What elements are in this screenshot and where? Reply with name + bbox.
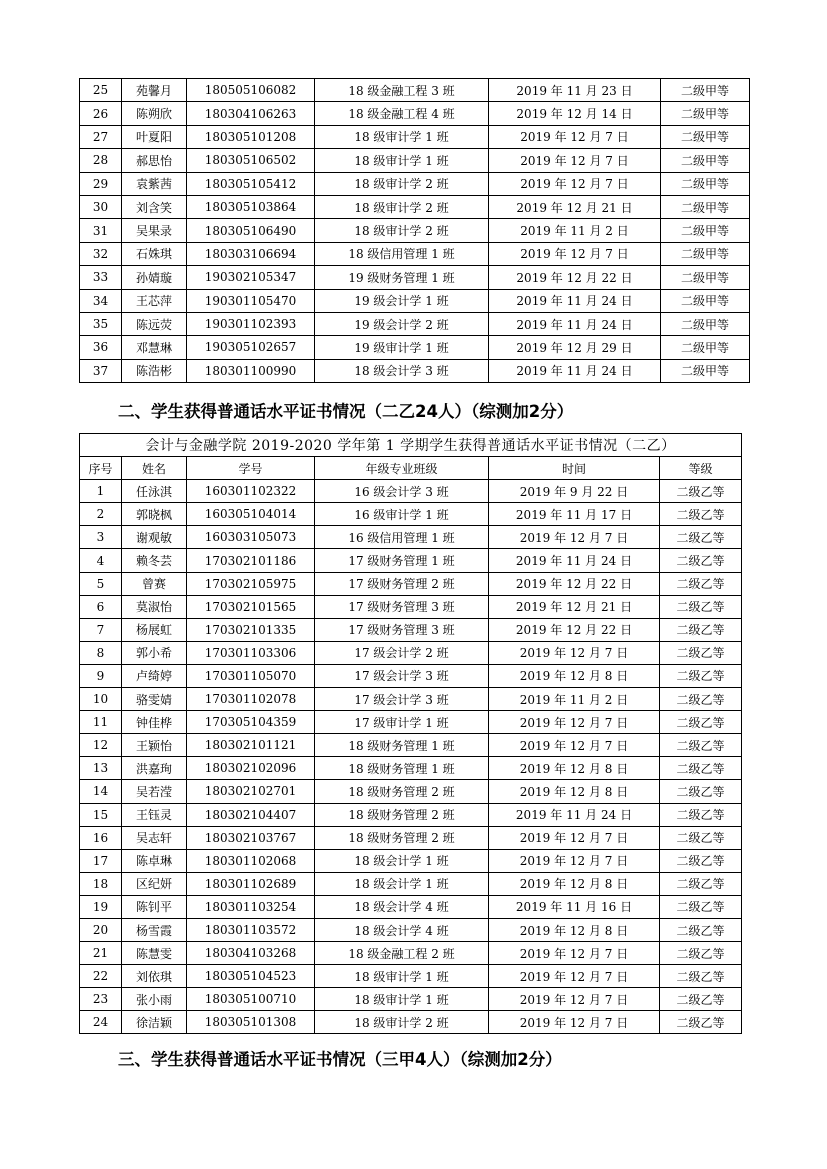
table-row <box>80 102 750 125</box>
cell-class: 18 级会计学 1 班 <box>315 872 489 895</box>
cell-index: 14 <box>80 780 122 803</box>
certificate-table-grade-2b <box>79 433 742 1034</box>
cell-date: 2019 年 12 月 8 日 <box>489 664 660 687</box>
cell-date: 2019 年 11 月 24 日 <box>489 289 661 312</box>
cell-index: 20 <box>80 918 122 941</box>
cell-student-id: 180301103572 <box>187 918 315 941</box>
table-row <box>80 595 742 618</box>
cell-student-id: 180301103254 <box>187 895 315 918</box>
cell-name: 王钰灵 <box>122 803 187 826</box>
cell-level: 二级乙等 <box>660 618 742 641</box>
cell-level: 二级乙等 <box>660 711 742 734</box>
cell-level: 二级甲等 <box>661 219 750 242</box>
cell-level: 二级乙等 <box>660 918 742 941</box>
cell-date: 2019 年 11 月 24 日 <box>489 549 660 572</box>
cell-student-id: 190305102657 <box>187 336 315 359</box>
table-row <box>80 872 742 895</box>
table-row <box>80 942 742 965</box>
cell-index: 21 <box>80 942 122 965</box>
cell-name: 陈浩彬 <box>122 359 187 382</box>
cell-level: 二级乙等 <box>660 641 742 664</box>
cell-class: 18 级财务管理 2 班 <box>315 780 489 803</box>
cell-date: 2019 年 12 月 7 日 <box>489 149 661 172</box>
cell-index: 18 <box>80 872 122 895</box>
cell-index: 28 <box>80 149 122 172</box>
table-row <box>80 195 750 218</box>
cell-level: 二级甲等 <box>661 102 750 125</box>
cell-date: 2019 年 12 月 7 日 <box>489 711 660 734</box>
cell-class: 18 级审计学 2 班 <box>315 219 489 242</box>
cell-class: 18 级财务管理 2 班 <box>315 826 489 849</box>
cell-level: 二级乙等 <box>660 942 742 965</box>
cell-class: 17 级财务管理 3 班 <box>315 595 489 618</box>
table-row <box>80 572 742 595</box>
table-row <box>80 480 742 503</box>
cell-index: 2 <box>80 503 122 526</box>
cell-date: 2019 年 12 月 7 日 <box>489 1011 660 1034</box>
cell-student-id: 170301102078 <box>187 688 315 711</box>
cell-level: 二级乙等 <box>660 664 742 687</box>
table-row <box>80 312 750 335</box>
cell-name: 郭晓枫 <box>122 503 187 526</box>
table-row <box>80 895 742 918</box>
cell-index: 37 <box>80 359 122 382</box>
cell-name: 赖冬芸 <box>122 549 187 572</box>
cell-index: 25 <box>80 79 122 102</box>
cell-level: 二级乙等 <box>660 780 742 803</box>
cell-class: 18 级审计学 1 班 <box>315 125 489 148</box>
cell-date: 2019 年 12 月 7 日 <box>489 965 660 988</box>
cell-class: 18 级会计学 1 班 <box>315 849 489 872</box>
cell-date: 2019 年 12 月 7 日 <box>489 641 660 664</box>
cell-student-id: 180304106263 <box>187 102 315 125</box>
cell-index: 11 <box>80 711 122 734</box>
cell-index: 32 <box>80 242 122 265</box>
cell-name: 骆雯婧 <box>122 688 187 711</box>
cell-index: 33 <box>80 266 122 289</box>
table-row <box>80 125 750 148</box>
cell-name: 孙婧璇 <box>122 266 187 289</box>
cell-date: 2019 年 11 月 2 日 <box>489 219 661 242</box>
cell-date: 2019 年 11 月 23 日 <box>489 79 661 102</box>
cell-level: 二级甲等 <box>661 149 750 172</box>
cell-student-id: 180302104407 <box>187 803 315 826</box>
header-index: 序号 <box>80 457 122 480</box>
cell-name: 陈卓琳 <box>122 849 187 872</box>
cell-student-id: 180305106502 <box>187 149 315 172</box>
cell-student-id: 180305101308 <box>187 1011 315 1034</box>
certificate-table-grade-2a-continued <box>79 78 750 383</box>
table-row <box>80 849 742 872</box>
cell-date: 2019 年 12 月 7 日 <box>489 849 660 872</box>
table-row <box>80 918 742 941</box>
cell-index: 5 <box>80 572 122 595</box>
cell-student-id: 160303105073 <box>187 526 315 549</box>
cell-student-id: 170302101186 <box>187 549 315 572</box>
table-row <box>80 618 742 641</box>
table-row <box>80 149 750 172</box>
table-row <box>80 79 750 102</box>
cell-class: 18 级财务管理 2 班 <box>315 803 489 826</box>
table-row <box>80 826 742 849</box>
cell-class: 18 级会计学 4 班 <box>315 918 489 941</box>
cell-index: 12 <box>80 734 122 757</box>
cell-class: 16 级信用管理 1 班 <box>315 526 489 549</box>
cell-student-id: 180301100990 <box>187 359 315 382</box>
table-row <box>80 172 750 195</box>
cell-level: 二级甲等 <box>661 79 750 102</box>
cell-student-id: 180304103268 <box>187 942 315 965</box>
cell-class: 17 级财务管理 2 班 <box>315 572 489 595</box>
cell-student-id: 180305105412 <box>187 172 315 195</box>
cell-index: 29 <box>80 172 122 195</box>
cell-student-id: 180302101121 <box>187 734 315 757</box>
cell-date: 2019 年 11 月 24 日 <box>489 312 661 335</box>
cell-name: 杨雪霞 <box>122 918 187 941</box>
cell-date: 2019 年 12 月 7 日 <box>489 172 661 195</box>
cell-name: 王芯萍 <box>122 289 187 312</box>
cell-name: 陈远荧 <box>122 312 187 335</box>
cell-name: 邓慧琳 <box>122 336 187 359</box>
cell-level: 二级乙等 <box>660 503 742 526</box>
cell-student-id: 180305104523 <box>187 965 315 988</box>
table-header-row <box>80 457 742 480</box>
cell-index: 15 <box>80 803 122 826</box>
cell-level: 二级乙等 <box>660 988 742 1011</box>
cell-name: 陈钊平 <box>122 895 187 918</box>
cell-name: 莫淑怡 <box>122 595 187 618</box>
table-row <box>80 803 742 826</box>
cell-date: 2019 年 12 月 22 日 <box>489 266 661 289</box>
cell-student-id: 180305101208 <box>187 125 315 148</box>
cell-class: 17 级会计学 2 班 <box>315 641 489 664</box>
cell-level: 二级乙等 <box>660 549 742 572</box>
header-date: 时间 <box>489 457 660 480</box>
cell-class: 18 级财务管理 1 班 <box>315 757 489 780</box>
cell-level: 二级乙等 <box>660 895 742 918</box>
cell-student-id: 180305100710 <box>187 988 315 1011</box>
cell-date: 2019 年 12 月 8 日 <box>489 918 660 941</box>
table-row <box>80 289 750 312</box>
cell-date: 2019 年 12 月 7 日 <box>489 242 661 265</box>
cell-name: 钟佳桦 <box>122 711 187 734</box>
cell-class: 19 级财务管理 1 班 <box>315 266 489 289</box>
cell-name: 苑馨月 <box>122 79 187 102</box>
cell-name: 陈慧雯 <box>122 942 187 965</box>
cell-student-id: 170302101335 <box>187 618 315 641</box>
cell-name: 徐洁颖 <box>122 1011 187 1034</box>
cell-date: 2019 年 12 月 7 日 <box>489 734 660 757</box>
cell-class: 17 级财务管理 3 班 <box>315 618 489 641</box>
cell-name: 洪嘉珣 <box>122 757 187 780</box>
cell-index: 7 <box>80 618 122 641</box>
cell-class: 19 级会计学 2 班 <box>315 312 489 335</box>
cell-index: 19 <box>80 895 122 918</box>
cell-level: 二级乙等 <box>660 872 742 895</box>
cell-index: 31 <box>80 219 122 242</box>
cell-level: 二级乙等 <box>660 480 742 503</box>
table-row <box>80 336 750 359</box>
table-row <box>80 780 742 803</box>
cell-name: 郭小希 <box>122 641 187 664</box>
cell-class: 19 级会计学 1 班 <box>315 289 489 312</box>
table-row <box>80 503 742 526</box>
cell-class: 16 级审计学 1 班 <box>315 503 489 526</box>
cell-index: 22 <box>80 965 122 988</box>
cell-level: 二级甲等 <box>661 336 750 359</box>
cell-level: 二级甲等 <box>661 172 750 195</box>
cell-name: 叶夏阳 <box>122 125 187 148</box>
cell-level: 二级乙等 <box>660 965 742 988</box>
cell-class: 18 级审计学 1 班 <box>315 965 489 988</box>
cell-level: 二级乙等 <box>660 526 742 549</box>
table-row <box>80 266 750 289</box>
cell-name: 吴若滢 <box>122 780 187 803</box>
cell-date: 2019 年 12 月 7 日 <box>489 526 660 549</box>
cell-level: 二级乙等 <box>660 826 742 849</box>
cell-level: 二级乙等 <box>660 688 742 711</box>
cell-student-id: 180301102689 <box>187 872 315 895</box>
cell-date: 2019 年 11 月 2 日 <box>489 688 660 711</box>
cell-level: 二级甲等 <box>661 359 750 382</box>
cell-date: 2019 年 12 月 21 日 <box>489 195 661 218</box>
cell-name: 陈朔欣 <box>122 102 187 125</box>
cell-class: 18 级信用管理 1 班 <box>315 242 489 265</box>
cell-date: 2019 年 12 月 29 日 <box>489 336 661 359</box>
cell-class: 18 级财务管理 1 班 <box>315 734 489 757</box>
cell-student-id: 190301102393 <box>187 312 315 335</box>
cell-date: 2019 年 12 月 8 日 <box>489 872 660 895</box>
cell-level: 二级乙等 <box>660 595 742 618</box>
table-row <box>80 526 742 549</box>
cell-level: 二级乙等 <box>660 849 742 872</box>
cell-name: 曾赛 <box>122 572 187 595</box>
cell-student-id: 170301103306 <box>187 641 315 664</box>
cell-date: 2019 年 11 月 17 日 <box>489 503 660 526</box>
cell-level: 二级乙等 <box>660 572 742 595</box>
table-row <box>80 664 742 687</box>
cell-class: 17 级会计学 3 班 <box>315 664 489 687</box>
section-2-heading: 二、学生获得普通话水平证书情况（二乙24人）（综测加2分） <box>118 402 574 421</box>
table-row <box>80 641 742 664</box>
cell-date: 2019 年 11 月 24 日 <box>489 803 660 826</box>
cell-level: 二级乙等 <box>660 757 742 780</box>
cell-level: 二级乙等 <box>660 734 742 757</box>
cell-index: 16 <box>80 826 122 849</box>
cell-index: 9 <box>80 664 122 687</box>
cell-student-id: 170302105975 <box>187 572 315 595</box>
cell-class: 18 级金融工程 3 班 <box>315 79 489 102</box>
cell-level: 二级乙等 <box>660 803 742 826</box>
cell-student-id: 190301105470 <box>187 289 315 312</box>
header-class: 年级专业班级 <box>315 457 489 480</box>
cell-student-id: 170305104359 <box>187 711 315 734</box>
cell-name: 刘含笑 <box>122 195 187 218</box>
cell-level: 二级甲等 <box>661 125 750 148</box>
section-3-heading: 三、学生获得普通话水平证书情况（三甲4人）（综测加2分） <box>118 1050 562 1069</box>
header-student-id: 学号 <box>187 457 315 480</box>
cell-student-id: 190302105347 <box>187 266 315 289</box>
cell-date: 2019 年 11 月 24 日 <box>489 359 661 382</box>
cell-class: 17 级审计学 1 班 <box>315 711 489 734</box>
cell-index: 1 <box>80 480 122 503</box>
header-name: 姓名 <box>122 457 187 480</box>
table-row <box>80 965 742 988</box>
cell-class: 18 级会计学 3 班 <box>315 359 489 382</box>
table-body <box>80 480 742 1034</box>
cell-index: 10 <box>80 688 122 711</box>
cell-level: 二级甲等 <box>661 312 750 335</box>
cell-index: 13 <box>80 757 122 780</box>
header-level: 等级 <box>660 457 742 480</box>
table-row <box>80 988 742 1011</box>
cell-student-id: 180305103864 <box>187 195 315 218</box>
cell-date: 2019 年 11 月 16 日 <box>489 895 660 918</box>
cell-class: 18 级金融工程 4 班 <box>315 102 489 125</box>
cell-level: 二级甲等 <box>661 242 750 265</box>
cell-name: 吴果录 <box>122 219 187 242</box>
table-row <box>80 757 742 780</box>
cell-student-id: 180303106694 <box>187 242 315 265</box>
cell-date: 2019 年 12 月 7 日 <box>489 125 661 148</box>
cell-student-id: 180505106082 <box>187 79 315 102</box>
cell-date: 2019 年 12 月 7 日 <box>489 942 660 965</box>
cell-class: 17 级财务管理 1 班 <box>315 549 489 572</box>
cell-name: 郝思怡 <box>122 149 187 172</box>
cell-name: 刘依琪 <box>122 965 187 988</box>
cell-name: 任泳淇 <box>122 480 187 503</box>
cell-index: 4 <box>80 549 122 572</box>
table-head <box>80 434 742 480</box>
table-row <box>80 734 742 757</box>
cell-name: 张小雨 <box>122 988 187 1011</box>
table-row <box>80 242 750 265</box>
table-row <box>80 1011 742 1034</box>
cell-student-id: 160301102322 <box>187 480 315 503</box>
cell-class: 18 级审计学 1 班 <box>315 988 489 1011</box>
cell-name: 杨展虹 <box>122 618 187 641</box>
cell-index: 23 <box>80 988 122 1011</box>
cell-name: 卢绮婷 <box>122 664 187 687</box>
cell-class: 19 级审计学 1 班 <box>315 336 489 359</box>
table-title-row <box>80 434 742 457</box>
cell-student-id: 170301105070 <box>187 664 315 687</box>
cell-name: 袁紫茜 <box>122 172 187 195</box>
cell-index: 35 <box>80 312 122 335</box>
cell-name: 石姝琪 <box>122 242 187 265</box>
cell-student-id: 170302101565 <box>187 595 315 618</box>
table-row <box>80 219 750 242</box>
cell-date: 2019 年 12 月 8 日 <box>489 757 660 780</box>
cell-date: 2019 年 12 月 7 日 <box>489 826 660 849</box>
cell-date: 2019 年 12 月 21 日 <box>489 595 660 618</box>
cell-class: 18 级金融工程 2 班 <box>315 942 489 965</box>
table-row <box>80 359 750 382</box>
cell-class: 18 级审计学 2 班 <box>315 172 489 195</box>
cell-name: 谢观敏 <box>122 526 187 549</box>
cell-index: 17 <box>80 849 122 872</box>
table-body <box>80 79 750 383</box>
cell-index: 30 <box>80 195 122 218</box>
table-row <box>80 711 742 734</box>
table-row <box>80 549 742 572</box>
cell-date: 2019 年 12 月 14 日 <box>489 102 661 125</box>
cell-class: 18 级会计学 4 班 <box>315 895 489 918</box>
cell-level: 二级甲等 <box>661 266 750 289</box>
table-row <box>80 688 742 711</box>
cell-level: 二级甲等 <box>661 289 750 312</box>
cell-index: 8 <box>80 641 122 664</box>
cell-date: 2019 年 12 月 22 日 <box>489 572 660 595</box>
cell-index: 34 <box>80 289 122 312</box>
cell-index: 6 <box>80 595 122 618</box>
cell-student-id: 180301102068 <box>187 849 315 872</box>
cell-date: 2019 年 9 月 22 日 <box>489 480 660 503</box>
cell-date: 2019 年 12 月 22 日 <box>489 618 660 641</box>
cell-student-id: 180302103767 <box>187 826 315 849</box>
cell-name: 王颖怡 <box>122 734 187 757</box>
cell-class: 18 级审计学 1 班 <box>315 149 489 172</box>
cell-index: 26 <box>80 102 122 125</box>
cell-name: 吴志轩 <box>122 826 187 849</box>
cell-date: 2019 年 12 月 8 日 <box>489 780 660 803</box>
cell-student-id: 180302102096 <box>187 757 315 780</box>
cell-index: 27 <box>80 125 122 148</box>
cell-name: 区纪妍 <box>122 872 187 895</box>
cell-date: 2019 年 12 月 7 日 <box>489 988 660 1011</box>
cell-class: 18 级审计学 2 班 <box>315 1011 489 1034</box>
cell-class: 17 级会计学 3 班 <box>315 688 489 711</box>
cell-class: 16 级会计学 3 班 <box>315 480 489 503</box>
cell-student-id: 180302102701 <box>187 780 315 803</box>
table-title: 会计与金融学院 2019-2020 学年第 1 学期学生获得普通话水平证书情况（二乙） <box>80 434 742 457</box>
cell-student-id: 160305104014 <box>187 503 315 526</box>
cell-level: 二级甲等 <box>661 195 750 218</box>
cell-index: 24 <box>80 1011 122 1034</box>
cell-index: 36 <box>80 336 122 359</box>
cell-index: 3 <box>80 526 122 549</box>
cell-class: 18 级审计学 2 班 <box>315 195 489 218</box>
cell-student-id: 180305106490 <box>187 219 315 242</box>
cell-level: 二级乙等 <box>660 1011 742 1034</box>
